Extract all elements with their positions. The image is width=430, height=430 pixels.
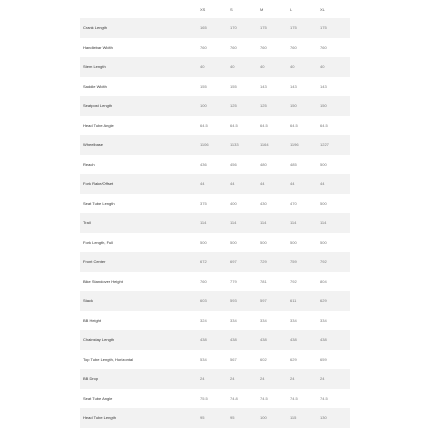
row-value: 697: [230, 259, 237, 265]
row-value: 100: [260, 415, 267, 421]
row-value: 44: [320, 181, 325, 187]
row-value: 125: [230, 103, 237, 109]
row-value: 593: [230, 298, 237, 304]
row-value: 114: [200, 220, 207, 226]
row-value: 155: [230, 83, 237, 89]
row-value: 24: [320, 376, 325, 382]
row-label: Head Tube Angle: [83, 122, 114, 128]
row-value: 500: [320, 161, 327, 167]
table-row: [80, 311, 350, 331]
row-value: 334: [320, 317, 327, 323]
row-value: 500: [320, 200, 327, 206]
row-value: 44: [200, 181, 205, 187]
row-value: 470: [290, 200, 297, 206]
row-value: 792: [320, 259, 327, 265]
row-value: 24: [260, 376, 265, 382]
row-value: 334: [260, 317, 267, 323]
table-row: [80, 252, 350, 272]
row-value: 760: [260, 44, 267, 50]
size-header-l: L: [290, 6, 293, 12]
row-value: 804: [320, 278, 327, 284]
size-header-s: S: [230, 6, 233, 12]
row-value: 64.5: [320, 122, 328, 128]
row-label: Seatpost Length: [83, 103, 113, 109]
row-value: 64.5: [290, 122, 298, 128]
row-value: 602: [260, 356, 267, 362]
row-value: 114: [290, 220, 297, 226]
table-row: [80, 194, 350, 214]
row-value: 44: [290, 181, 295, 187]
table-row: [80, 272, 350, 292]
row-value: 500: [290, 239, 297, 245]
row-label: Stack: [83, 298, 94, 304]
size-header-row: [80, 0, 350, 18]
row-value: 760: [230, 44, 237, 50]
table-row: [80, 213, 350, 233]
row-value: 611: [290, 298, 297, 304]
row-value: 143: [290, 83, 297, 89]
row-label: Top Tube Length, Horizontal: [83, 356, 134, 362]
geometry-rows: [80, 18, 350, 428]
size-header-xs: XS: [200, 6, 206, 12]
table-row: [80, 233, 350, 253]
row-value: 334: [290, 317, 297, 323]
row-value: 534: [200, 356, 207, 362]
row-value: 114: [230, 220, 237, 226]
row-value: 438: [260, 337, 267, 343]
row-value: 143: [260, 83, 267, 89]
row-value: 95: [200, 415, 205, 421]
row-label: Crank Length: [83, 25, 108, 31]
row-label: Seat Tube Angle: [83, 395, 113, 401]
row-label: Trail: [83, 220, 91, 226]
table-row: [80, 57, 350, 77]
row-value: 150: [290, 103, 297, 109]
row-value: 324: [200, 317, 207, 323]
row-value: 44: [260, 181, 265, 187]
row-value: 334: [230, 317, 237, 323]
row-label: Reach: [83, 161, 95, 167]
row-value: 500: [260, 239, 267, 245]
row-value: 500: [200, 239, 207, 245]
table-row: [80, 18, 350, 38]
table-row: [80, 116, 350, 136]
row-value: 603: [200, 298, 207, 304]
table-row: [80, 96, 350, 116]
row-value: 74.5: [260, 395, 268, 401]
row-value: 95: [230, 415, 235, 421]
table-row: [80, 77, 350, 97]
row-label: Seat Tube Length: [83, 200, 115, 206]
row-label: Saddle Width: [83, 83, 107, 89]
row-value: 64.5: [260, 122, 268, 128]
table-row: [80, 408, 350, 428]
row-value: 125: [260, 103, 267, 109]
row-value: 100: [200, 103, 207, 109]
size-header-m: M: [260, 6, 264, 12]
table-row: [80, 291, 350, 311]
row-value: 500: [230, 239, 237, 245]
table-row: [80, 389, 350, 409]
row-value: 175: [290, 25, 297, 31]
row-value: 438: [200, 337, 207, 343]
row-value: 759: [290, 259, 297, 265]
row-value: 480: [260, 161, 267, 167]
row-value: 64.5: [200, 122, 208, 128]
row-value: 438: [230, 337, 237, 343]
row-value: 760: [290, 44, 297, 50]
row-label: Wheelbase: [83, 142, 104, 148]
table-row: [80, 174, 350, 194]
row-value: 729: [260, 259, 267, 265]
row-value: 40: [320, 64, 325, 70]
row-value: 150: [320, 103, 327, 109]
row-value: 74.5: [320, 395, 328, 401]
row-value: 114: [320, 220, 327, 226]
table-row: [80, 38, 350, 58]
row-value: 1106: [200, 142, 209, 148]
row-value: 485: [290, 161, 297, 167]
row-label: Fork Rake/Offset: [83, 181, 114, 187]
row-value: 781: [260, 278, 267, 284]
row-value: 629: [290, 356, 297, 362]
row-label: Stem Length: [83, 64, 106, 70]
row-value: 40: [290, 64, 295, 70]
row-value: 175: [260, 25, 267, 31]
table-row: [80, 155, 350, 175]
row-label: BB Drop: [83, 376, 99, 382]
row-value: 500: [320, 239, 327, 245]
row-value: 1227: [320, 142, 329, 148]
row-label: Fork Length, Full: [83, 239, 114, 245]
row-value: 24: [230, 376, 235, 382]
row-value: 438: [320, 337, 327, 343]
row-value: 597: [260, 298, 267, 304]
row-value: 24: [290, 376, 295, 382]
row-value: 170: [230, 25, 237, 31]
row-value: 24: [200, 376, 205, 382]
row-value: 74.8: [230, 395, 238, 401]
row-value: 64.5: [230, 122, 238, 128]
row-value: 659: [320, 356, 327, 362]
row-label: Front Center: [83, 259, 106, 265]
row-value: 792: [290, 278, 297, 284]
row-label: BB Height: [83, 317, 102, 323]
table-row: [80, 369, 350, 389]
row-value: 629: [320, 298, 327, 304]
row-value: 760: [320, 44, 327, 50]
row-value: 175: [320, 25, 327, 31]
row-value: 760: [200, 44, 207, 50]
row-value: 438: [290, 337, 297, 343]
row-value: 760: [200, 278, 207, 284]
row-value: 40: [200, 64, 205, 70]
row-label: Head Tube Length: [83, 415, 116, 421]
table-row: [80, 330, 350, 350]
row-value: 375: [200, 200, 207, 206]
row-value: 436: [200, 161, 207, 167]
row-value: 1164: [260, 142, 269, 148]
row-value: 114: [260, 220, 267, 226]
row-label: Bike Standover Height: [83, 278, 123, 284]
row-value: 456: [230, 161, 237, 167]
row-value: 155: [200, 83, 207, 89]
row-value: 400: [230, 200, 237, 206]
row-label: Chainstay Length: [83, 337, 115, 343]
row-value: 44: [230, 181, 235, 187]
row-value: 40: [230, 64, 235, 70]
row-value: 1196: [290, 142, 299, 148]
row-value: 143: [320, 83, 327, 89]
table-row: [80, 350, 350, 370]
row-value: 130: [320, 415, 327, 421]
row-value: 567: [230, 356, 237, 362]
table-row: [80, 135, 350, 155]
row-value: 430: [260, 200, 267, 206]
row-value: 1133: [230, 142, 239, 148]
row-value: 75.5: [200, 395, 208, 401]
row-value: 115: [290, 415, 297, 421]
size-header-xl: XL: [320, 6, 325, 12]
row-value: 165: [200, 25, 207, 31]
row-value: 40: [260, 64, 265, 70]
geometry-table: [80, 0, 350, 428]
row-value: 672: [200, 259, 207, 265]
row-value: 779: [230, 278, 237, 284]
row-label: Handlebar Width: [83, 44, 113, 50]
row-value: 74.5: [290, 395, 298, 401]
